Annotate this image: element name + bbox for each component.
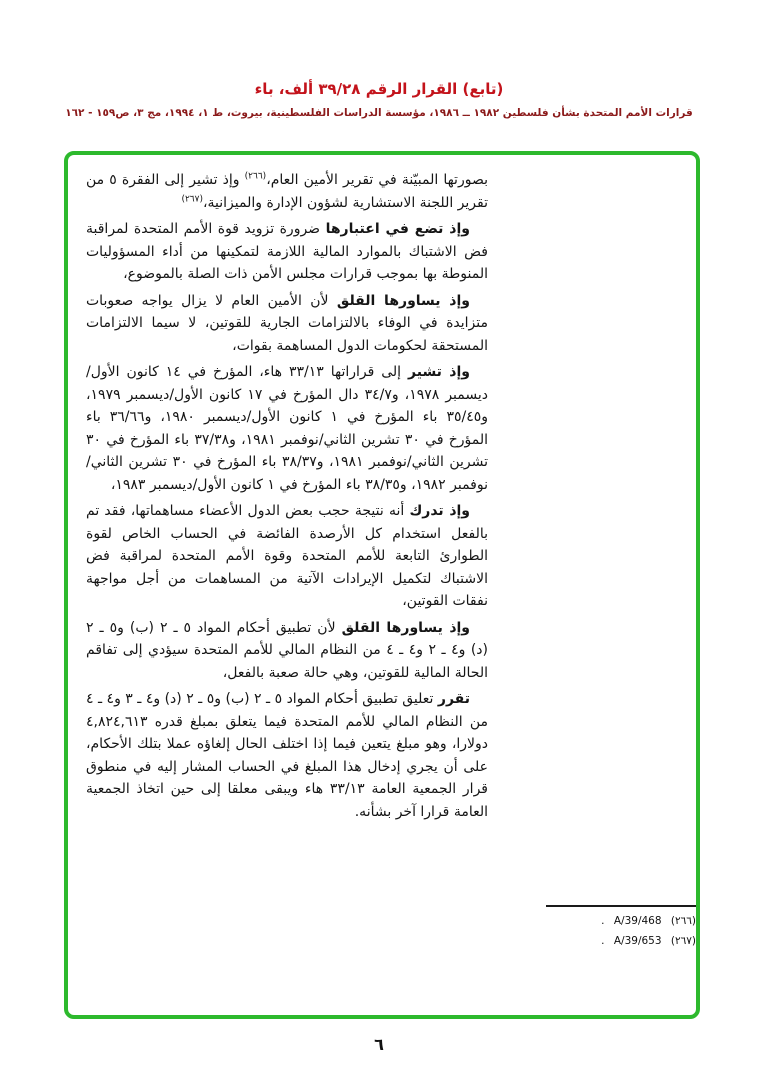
page-header	[0, 80, 758, 119]
paragraph-text: أنه نتيجة حجب بعض الدول الأعضاء مساهماتها، فقد تم بالفعل استخدام كل الأرصدة الفائضة في الحساب الخاص لقوة الطوارئ التابعة للأمم المتحدة وقوة الأمم المتحدة لمراقبة فض الاشتباك لتكميل الإيرادات الآتية من المساهمات من أجل مواجهة نفقات القوتين،	[86, 503, 488, 609]
resolution-body	[86, 169, 488, 827]
footnote-ref-marker: (٢٦٦)	[244, 171, 267, 182]
source-citation: قرارات الأمم المتحدة بشأن فلسطين ١٩٨٢ ــ ١٩٨٦، مؤسسة الدراسات الفلسطينية، بيروت، ط ١، ١٩٩٤، مج ٣، ص١٥٩ - ١٦٢	[65, 107, 693, 119]
paragraph	[86, 361, 488, 496]
paragraph-opening	[86, 169, 488, 214]
paragraph	[86, 688, 488, 823]
paragraph-lead: وإذ تشير	[408, 364, 470, 380]
footnote: (٢٦٧) A/39/653 .	[601, 935, 696, 947]
paragraph-text: إلى قراراتها ٣٣/١٣ هاء، المؤرخ في ١٤ كانون الأول/ديسمبر ١٩٧٨، و٣٤/٧ دال المؤرخ في ١٧ كانون الأول/ديسمبر ١٩٧٩، و٣٥/٤٥ باء المؤرخ في ١ كانون الأول/ديسمبر ١٩٨٠، و٣٦/٦٦ باء المؤرخ في ٣٠ تشرين الثاني/نوفمبر ١٩٨١، و٣٧/٣٨ باء المؤرخ في ٣٠ تشرين الثاني/نوفمبر ١٩٨١، و٣٨/٣٧ باء المؤرخ في ٣٠ تشرين الثاني/نوفمبر ١٩٨٢، و٣٨/٣٥ باء المؤرخ في ١ كانون الأول/ديسمبر ١٩٨٣،	[86, 364, 489, 493]
paragraph	[86, 500, 488, 613]
paragraph	[86, 218, 488, 286]
footnote-ref-marker: (٢٦٧)	[181, 193, 203, 204]
paragraph	[86, 290, 488, 358]
paragraph-lead: وإذ تضع في اعتبارها	[325, 221, 470, 237]
page-number: ٦	[374, 1035, 384, 1054]
paragraph-lead: تقرر	[437, 691, 470, 707]
footnotes-block	[546, 905, 696, 955]
paragraph-text: لأن الأمين العام لا يزال يواجه صعوبات متزايدة في الوفاء بالالتزامات الجارية للقوتين، لا سيما الالتزامات المستحقة لحكومات الدول المساهمة بقوات،	[86, 292, 488, 354]
paragraph-lead: وإذ تدرك	[409, 503, 471, 519]
paragraph-text: وإذ تشير إلى الفقرة ٥ من تقرير اللجنة الاستشارية لشؤون الإدارة والميزانية،	[86, 172, 488, 211]
paragraph-text: تعليق تطبيق أحكام المواد ٥ ـ ٢ (ب) و٥ ـ ٢ (د) و٤ ـ ٣ و٤ ـ ٤ من النظام المالي للأمم المتحدة فيما يتعلق بمبلغ قدره ٤,٨٢٤,٦١٣ دولارا، وهو مبلغ يتعين فيما إذا اختلف الحال إلغاؤه عملا بتلك الأحكام، على أن يجري إدخال هذا المبلغ في الحساب المشار إليه في منطوق قرار الجمعية العامة ٣٣/١٣ هاء ويبقى معلقا إلى حين اتخاذ الجمعية العامة قرارا آخر بشأنه.	[86, 691, 488, 820]
paragraph-text: ضرورة تزويد قوة الأمم المتحدة لمراقبة فض الاشتباك بالموارد المالية اللازمة لتمكينها من أداء المسؤوليات المنوطة بها بموجب قرارات مجلس الأمن ذات الصلة بالموضوع،	[86, 221, 488, 282]
footnote: (٢٦٦) A/39/468 .	[601, 915, 696, 927]
paragraph-lead: وإذ يساورها القلق	[336, 292, 470, 309]
paragraph-text: لأن تطبيق أحكام المواد ٥ ـ ٢ (ب) و٥ ـ ٢ (د) و٤ ـ ٢ و٤ ـ ٤ من النظام المالي للأمم المتحدة سيؤدي إلى تفاقم الحالة المالية للقوتين، وهي حالة صعبة بالفعل،	[86, 619, 488, 681]
page-title: (تابع) القرار الرقم ٣٩/٢٨ ألف، باء	[254, 80, 504, 98]
paragraph-text: بصورتها المبيّنة في تقرير الأمين العام،	[266, 172, 488, 188]
paragraph-lead: وإذ يساورها القلق	[341, 619, 471, 636]
paragraph	[86, 617, 488, 685]
